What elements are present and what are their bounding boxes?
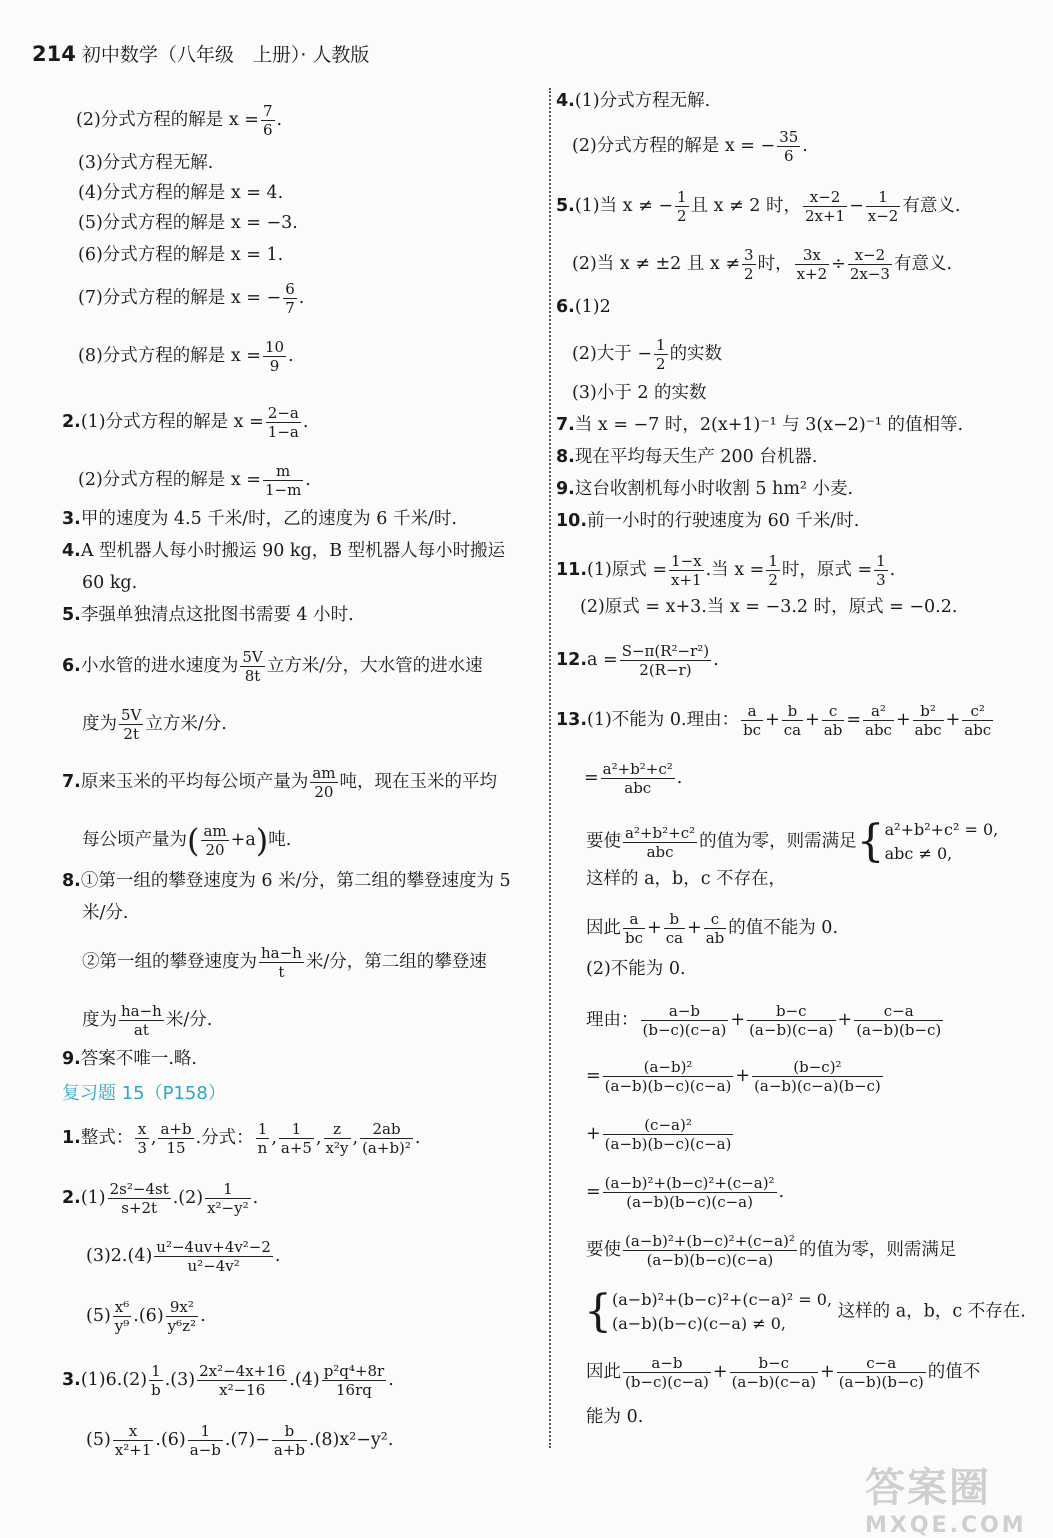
answer-line: (2)分式方程的解是 x = $\frac{7}{6}$ . [76, 102, 283, 139]
answer-line: 1.整式： $\frac{x}{3}$ , $\frac{a+b}{15}$ .分式： $\frac{1}{n}$ , $\frac{1}{a+5}$ , $\frac{z}{\text{x²y}}$ , $\frac{2ab}{\text{(a+b)²}}$ . [62, 1120, 421, 1157]
answer-line: 60 kg. [82, 573, 138, 593]
answer-line: 9.答案不唯一.略. [62, 1049, 197, 1069]
book-title: 初中数学（八年级 上册）· 人教版 [81, 44, 370, 66]
answer-line: (2)分式方程的解是 x = $\frac{m}{1-m}$ . [78, 462, 311, 499]
answer-line: (5) $\frac{\text{x⁶}}{\text{y⁹}}$ .(6) $\frac{\text{9x²}}{\text{y⁶z²}}$ . [86, 1298, 206, 1335]
answer-line: 因此 $\frac{a}{bc}$ + $\frac{b}{ca}$ + $\frac{c}{ab}$ 的值不能为 0. [586, 910, 839, 947]
answer-line: (3)小于 2 的实数 [572, 383, 707, 403]
answer-line: (3)分式方程无解. [78, 153, 214, 173]
answer-line: 度为 $\frac{5V}{2t}$ 立方米/分. [82, 706, 227, 743]
answer-line: 11.(1)原式 = $\frac{1-x}{x+1}$ .当 x = $\frac{1}{2}$ 时，原式 = $\frac{1}{3}$ . [556, 552, 896, 589]
answer-line: 9.这台收割机每小时收割 5 hm² 小麦. [556, 479, 854, 499]
answer-line: (5) $\frac{x}{\text{x²+1}}$ .(6) $\frac{1}{a-b}$ .(7)− $\frac{b}{a+b}$ .(8)x²−y². [86, 1422, 394, 1459]
answer-line: (3)2.(4) $\frac{\text{u²−4uv+4v²−2}}{\text{u²−4v²}}$ . [86, 1238, 281, 1275]
column-divider [549, 88, 551, 1448]
answer-line: 能为 0. [586, 1407, 644, 1427]
answer-line: 2.(1)分式方程的解是 x = $\frac{2-a}{1-a}$ . [62, 404, 309, 441]
section-heading: 复习题 15（P158） [62, 1083, 226, 1104]
answer-line: (2)不能为 0. [586, 959, 686, 979]
answer-line: (8)分式方程的解是 x = $\frac{10}{9}$ . [78, 338, 294, 375]
page-header [32, 40, 369, 67]
answer-line: 理由： $\frac{a-b}{(b-c)(c-a)}$ + $\frac{b-c}{(a-b)(c-a)}$ + $\frac{c-a}{(a-b)(b-c)}$ [586, 1002, 942, 1039]
answer-line: 4.(1)分式方程无解. [556, 91, 711, 111]
page-number: 214 [32, 42, 76, 66]
answer-line: 度为 $\frac{ha-h}{at}$ 米/分. [82, 1002, 213, 1039]
answer-line: (6)分式方程的解是 x = 1. [78, 245, 284, 265]
answer-line: = $\frac{\text{(a−b)²+(b−c)²+(c−a)²}}{(a-b)(b-c)(c-a)}$ . [586, 1174, 785, 1211]
answer-line: 12.a = $\frac{\text{S−π(R²−r²)}}{2(R-r)}$ . [556, 642, 719, 679]
answer-line: 2.(1) $\frac{\text{2s²−4st}}{s+2t}$ .(2) $\frac{1}{\text{x²−y²}}$ . [62, 1180, 259, 1217]
answer-line: ②第一组的攀登速度为 $\frac{ha-h}{t}$ 米/分，第二组的攀登速 [82, 944, 487, 981]
answer-line: (2)分式方程的解是 x = − $\frac{35}{6}$ . [572, 128, 808, 165]
answer-line: 8.①第一组的攀登速度为 6 米/分，第二组的攀登速度为 5 [62, 871, 511, 891]
watermark-url: MXQE.COM [865, 1513, 1027, 1538]
answer-line: 3.(1)6.(2) $\frac{1}{b}$ .(3) $\frac{\text{2x²−4x+16}}{\text{x²−16}}$ .(4) $\frac{\text{p²q⁴+8r}}{16rq}$ . [62, 1362, 394, 1399]
answer-line: (2)当 x ≠ ±2 且 x ≠ $\frac{3}{2}$ 时， $\frac{3x}{x+2}$ ÷ $\frac{x-2}{2x-3}$ 有意义. [572, 246, 953, 283]
answer-line: 13.(1)不能为 0.理由： $\frac{a}{bc}$ + $\frac{b}{ca}$ + $\frac{c}{ab}$ = $\frac{\text{a²}}{\text{abc}}$ + $\frac{\text{b²}}{\text{abc}}$ + $\frac{\text{c²}}{\text{abc}}$ [556, 702, 992, 739]
answer-line: 7.原来玉米的平均每公顷产量为 $\frac{am}{20}$ 吨，现在玉米的平均 [62, 764, 497, 801]
answer-line: 3.甲的速度为 4.5 千米/时，乙的速度为 6 千米/时. [62, 509, 457, 529]
answer-line: = $\frac{\text{a²+b²+c²}}{\text{abc}}$ . [584, 760, 683, 797]
watermark [865, 1456, 1035, 1538]
answer-line: 要使 $\frac{\text{(a−b)²+(b−c)²+(c−a)²}}{(a-b)(b-c)(c-a)}$ 的值为零，则需满足 [586, 1232, 957, 1269]
answer-line: 4.A 型机器人每小时搬运 90 kg，B 型机器人每小时搬运 [62, 541, 506, 561]
answer-line: 因此 $\frac{a-b}{(b-c)(c-a)}$ + $\frac{b-c}{(a-b)(c-a)}$ + $\frac{c-a}{(a-b)(b-c)}$ 的值不 [586, 1354, 981, 1391]
answer-line: (5)分式方程的解是 x = −3. [78, 213, 298, 233]
answer-line: 每公顷产量为( $\frac{am}{20}$ +a)吨. [82, 821, 292, 860]
answer-line: 要使 $\frac{\text{a²+b²+c²}}{\text{abc}}$ 的值为零，则需满足{a²+b²+c² = 0, abc ≠ 0, [586, 816, 999, 867]
answer-line: 5.李强单独清点这批图书需要 4 小时. [62, 605, 354, 625]
answer-line: (2)大于 − $\frac{1}{2}$ 的实数 [572, 336, 723, 373]
answer-line: 这样的 a，b，c 不存在， [586, 869, 787, 889]
answer-line: 米/分. [82, 903, 129, 923]
answer-line: 6.(1)2 [556, 297, 611, 317]
answer-line: + $\frac{\text{(c−a)²}}{(a-b)(b-c)(c-a)}$ [586, 1116, 732, 1153]
answer-line: {(a−b)²+(b−c)²+(c−a)² = 0, (a−b)(b−c)(c−a) ≠ 0, 这样的 a，b，c 不存在. [584, 1286, 1026, 1337]
answer-line: 5.(1)当 x ≠ − $\frac{1}{2}$ 且 x ≠ 2 时， $\frac{x-2}{2x+1}$ − $\frac{1}{x-2}$ 有意义. [556, 188, 961, 225]
answer-line: = $\frac{\text{(a−b)²}}{(a-b)(b-c)(c-a)}$ + $\frac{\text{(b−c)²}}{(a-b)(c-a)(b-c)}$ [586, 1058, 881, 1095]
answer-line: 8.现在平均每天生产 200 台机器. [556, 447, 818, 467]
answer-line: 6.小水管的进水速度为 $\frac{5V}{8t}$ 立方米/分，大水管的进水速 [62, 648, 483, 685]
watermark-logo: 答案圈 [865, 1465, 991, 1511]
answer-line: 10.前一小时的行驶速度为 60 千米/时. [556, 511, 860, 531]
answer-line: (2)原式 = x+3.当 x = −3.2 时，原式 = −0.2. [580, 597, 958, 617]
answer-line: 7.当 x = −7 时，2(x+1)⁻¹ 与 3(x−2)⁻¹ 的值相等. [556, 415, 964, 435]
answer-line: (4)分式方程的解是 x = 4. [78, 183, 284, 203]
answer-line: (7)分式方程的解是 x = − $\frac{6}{7}$ . [78, 280, 305, 317]
